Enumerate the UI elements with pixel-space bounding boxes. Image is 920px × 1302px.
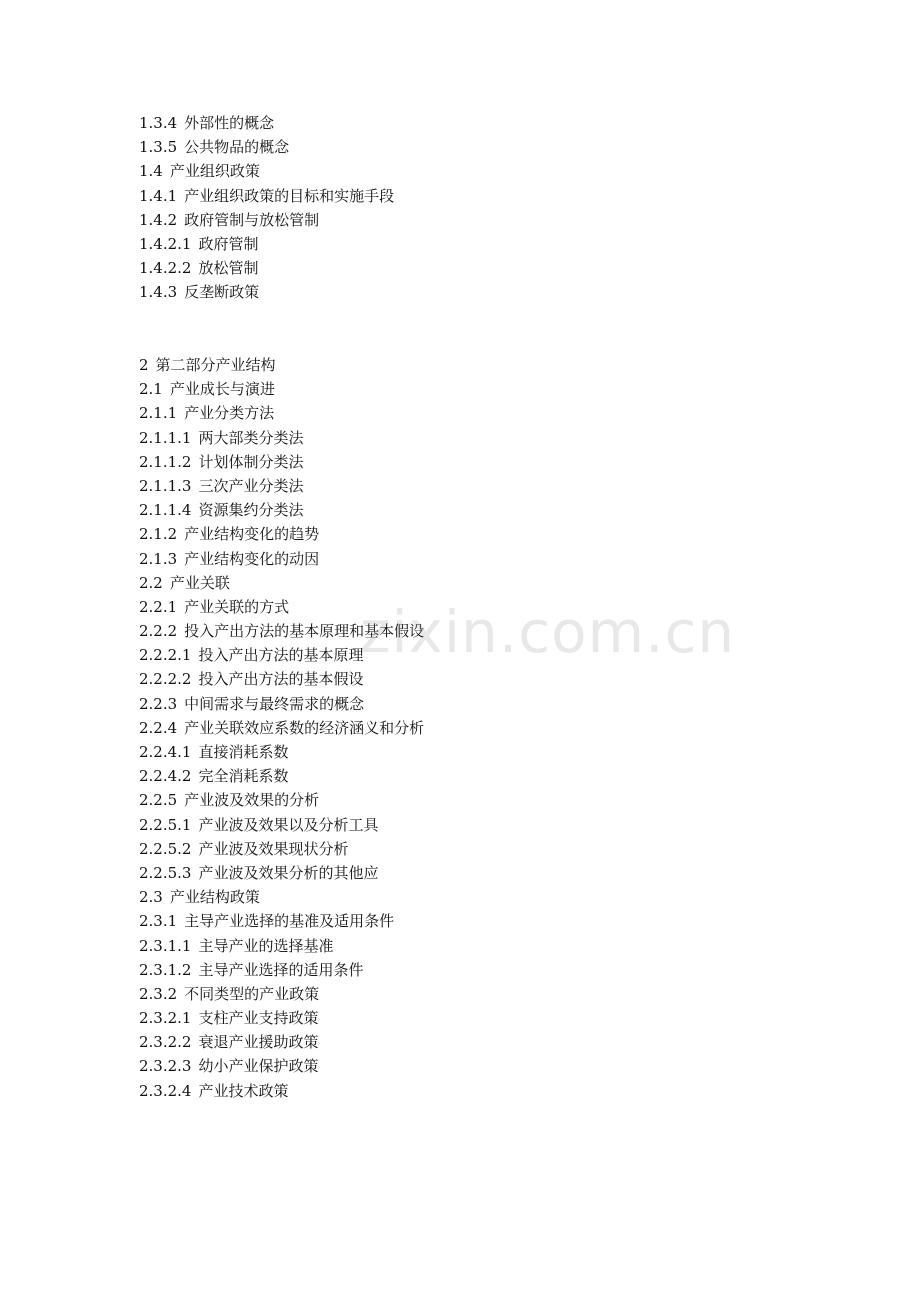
- toc-entry: [139, 450, 424, 474]
- toc-entry-title: 主导产业选择的基准及适用条件: [184, 912, 395, 931]
- toc-entry-number: 2.2.4.1: [139, 743, 192, 761]
- toc-entry-number: 2.3.1.2: [139, 960, 192, 979]
- toc-entry-number: 1.4.2: [139, 210, 178, 229]
- toc-entry: [139, 619, 424, 643]
- toc-entry-title: 完全消耗系数: [198, 767, 289, 786]
- toc-entry-number: 2.2.4: [139, 718, 178, 737]
- toc-entry-title: 产业组织政策: [169, 162, 260, 181]
- toc-entry-number: 2: [139, 356, 149, 374]
- toc-entry: [139, 426, 424, 450]
- toc-entry: [139, 861, 424, 885]
- toc-entry-number: 2.2.3: [139, 694, 178, 713]
- toc-section-part2: [139, 353, 424, 1103]
- toc-entry-number: 1.4.2.1: [139, 234, 192, 253]
- toc-entry: [139, 474, 424, 498]
- toc-entry-number: 2.2.2.1: [139, 646, 192, 665]
- toc-entry: [139, 1030, 424, 1054]
- toc-entry: [139, 232, 394, 256]
- toc-entry-number: 2.2.5.1: [139, 815, 192, 834]
- toc-entry-title: 资源集约分类法: [198, 501, 304, 520]
- toc-entry: [139, 377, 424, 401]
- toc-entry-title: 主导产业选择的适用条件: [198, 960, 364, 979]
- toc-entry-number: 1.4.2.2: [139, 259, 192, 278]
- toc-entry-number: 2.2: [139, 573, 163, 592]
- toc-entry: [139, 764, 424, 788]
- toc-entry: [139, 1079, 424, 1103]
- toc-entry-title: 产业结构变化的趋势: [184, 525, 320, 544]
- toc-entry-number: 1.3.4: [139, 114, 178, 132]
- toc-entry-number: 2.3.2.3: [139, 1057, 192, 1076]
- toc-entry-number: 1.4.1: [139, 186, 178, 205]
- toc-entry: [139, 1054, 424, 1078]
- toc-entry: [139, 280, 394, 304]
- toc-entry-number: 2.2.5.2: [139, 839, 192, 858]
- toc-entry-number: 1.4.3: [139, 283, 178, 302]
- toc-entry: [139, 716, 424, 740]
- toc-entry-title: 产业组织政策的目标和实施手段: [184, 186, 395, 205]
- toc-entry-title: 投入产出方法的基本假设: [198, 670, 364, 689]
- toc-entry-title: 中间需求与最终需求的概念: [184, 694, 365, 713]
- toc-entry: [139, 982, 424, 1006]
- toc-entry: [139, 208, 394, 232]
- toc-entry-number: 2.2.2.2: [139, 670, 192, 689]
- toc-entry-number: 2.1.1.1: [139, 428, 192, 447]
- toc-entry: [139, 813, 424, 837]
- toc-entry: [139, 788, 424, 812]
- toc-entry-title: 政府管制: [198, 234, 259, 253]
- toc-entry-title: 主导产业的选择基准: [198, 936, 334, 955]
- toc-entry: [139, 692, 424, 716]
- toc-entry-title: 产业波及效果现状分析: [198, 839, 349, 858]
- toc-entry-title: 计划体制分类法: [198, 452, 304, 471]
- toc-entry-title: 产业技术政策: [198, 1081, 289, 1100]
- watermark: zixin.com.cn: [360, 598, 736, 666]
- toc-entry-title: 直接消耗系数: [198, 743, 289, 761]
- toc-entry-number: 2.1.1.2: [139, 452, 192, 471]
- toc-entry-number: 2.2.5.3: [139, 863, 192, 882]
- toc-entry-number: 2.3.1: [139, 912, 178, 931]
- toc-entry-number: 2.3.2.1: [139, 1009, 192, 1028]
- toc-entry-number: 2.1.1: [139, 404, 178, 423]
- toc-entry-title: 外部性的概念: [184, 114, 275, 132]
- toc-entry-number: 2.2.1: [139, 597, 178, 616]
- toc-entry: [139, 958, 424, 982]
- toc-entry-number: 2.1: [139, 380, 163, 399]
- toc-entry-number: 2.2.5: [139, 791, 178, 810]
- toc-entry: [139, 135, 394, 159]
- toc-entry: [139, 498, 424, 522]
- toc-entry: [139, 159, 394, 183]
- toc-entry-title: 第二部分产业结构: [155, 356, 276, 374]
- toc-entry-title: 投入产出方法的基本原理和基本假设: [184, 622, 425, 641]
- toc-entry-number: 2.3: [139, 888, 163, 907]
- toc-entry-title: 产业结构政策: [169, 888, 260, 907]
- toc-entry-title: 不同类型的产业政策: [184, 984, 320, 1003]
- toc-entry: [139, 1006, 424, 1030]
- toc-entry-number: 2.3.2: [139, 984, 178, 1003]
- toc-entry-title: 产业分类方法: [184, 404, 275, 423]
- toc-entry: [139, 740, 424, 764]
- toc-entry-number: 2.2.4.2: [139, 767, 192, 786]
- toc-section-part1: [139, 111, 394, 305]
- toc-entry: [139, 934, 424, 958]
- toc-entry-title: 反垄断政策: [184, 283, 260, 302]
- toc-entry-title: 支柱产业支持政策: [198, 1009, 319, 1028]
- toc-entry-title: 两大部类分类法: [198, 428, 304, 447]
- toc-entry-title: 产业波及效果分析的其他应: [198, 863, 379, 882]
- toc-entry-title: 产业成长与演进: [169, 380, 275, 399]
- toc-entry-title: 产业关联效应系数的经济涵义和分析: [184, 718, 425, 737]
- toc-entry-number: 2.1.2: [139, 525, 178, 544]
- toc-entry-title: 产业关联的方式: [184, 597, 290, 616]
- toc-entry-number: 1.4: [139, 162, 163, 181]
- toc-entry: [139, 184, 394, 208]
- toc-entry-title: 产业波及效果的分析: [184, 791, 320, 810]
- toc-entry-number: 2.3.2.4: [139, 1081, 192, 1100]
- toc-entry: [139, 111, 394, 135]
- toc-entry-title: 产业结构变化的动因: [184, 549, 320, 568]
- toc-entry: [139, 522, 424, 546]
- toc-entry: [139, 667, 424, 691]
- toc-entry: [139, 571, 424, 595]
- toc-entry-title: 产业关联: [169, 573, 230, 592]
- toc-entry-title: 政府管制与放松管制: [184, 210, 320, 229]
- toc-entry-title: 投入产出方法的基本原理: [198, 646, 364, 665]
- toc-entry: [139, 837, 424, 861]
- toc-entry-title: 放松管制: [198, 259, 259, 278]
- toc-entry: [139, 256, 394, 280]
- toc-entry: [139, 401, 424, 425]
- toc-entry-number: 2.1.3: [139, 549, 178, 568]
- toc-entry-number: 2.1.1.4: [139, 501, 192, 520]
- toc-entry-title: 幼小产业保护政策: [198, 1057, 319, 1076]
- toc-entry: [139, 353, 424, 377]
- toc-entry-title: 产业波及效果以及分析工具: [198, 815, 379, 834]
- toc-entry-number: 2.3.1.1: [139, 936, 192, 955]
- toc-entry-number: 2.1.1.3: [139, 476, 192, 495]
- toc-entry: [139, 909, 424, 933]
- toc-entry-number: 2.3.2.2: [139, 1033, 192, 1052]
- toc-entry-number: 2.2.2: [139, 622, 178, 641]
- toc-entry-number: 1.3.5: [139, 138, 178, 157]
- toc-entry-title: 三次产业分类法: [198, 476, 304, 495]
- toc-entry: [139, 643, 424, 667]
- toc-entry-title: 公共物品的概念: [184, 138, 290, 157]
- toc-entry-title: 衰退产业援助政策: [198, 1033, 319, 1052]
- toc-entry: [139, 595, 424, 619]
- toc-entry: [139, 885, 424, 909]
- toc-entry: [139, 547, 424, 571]
